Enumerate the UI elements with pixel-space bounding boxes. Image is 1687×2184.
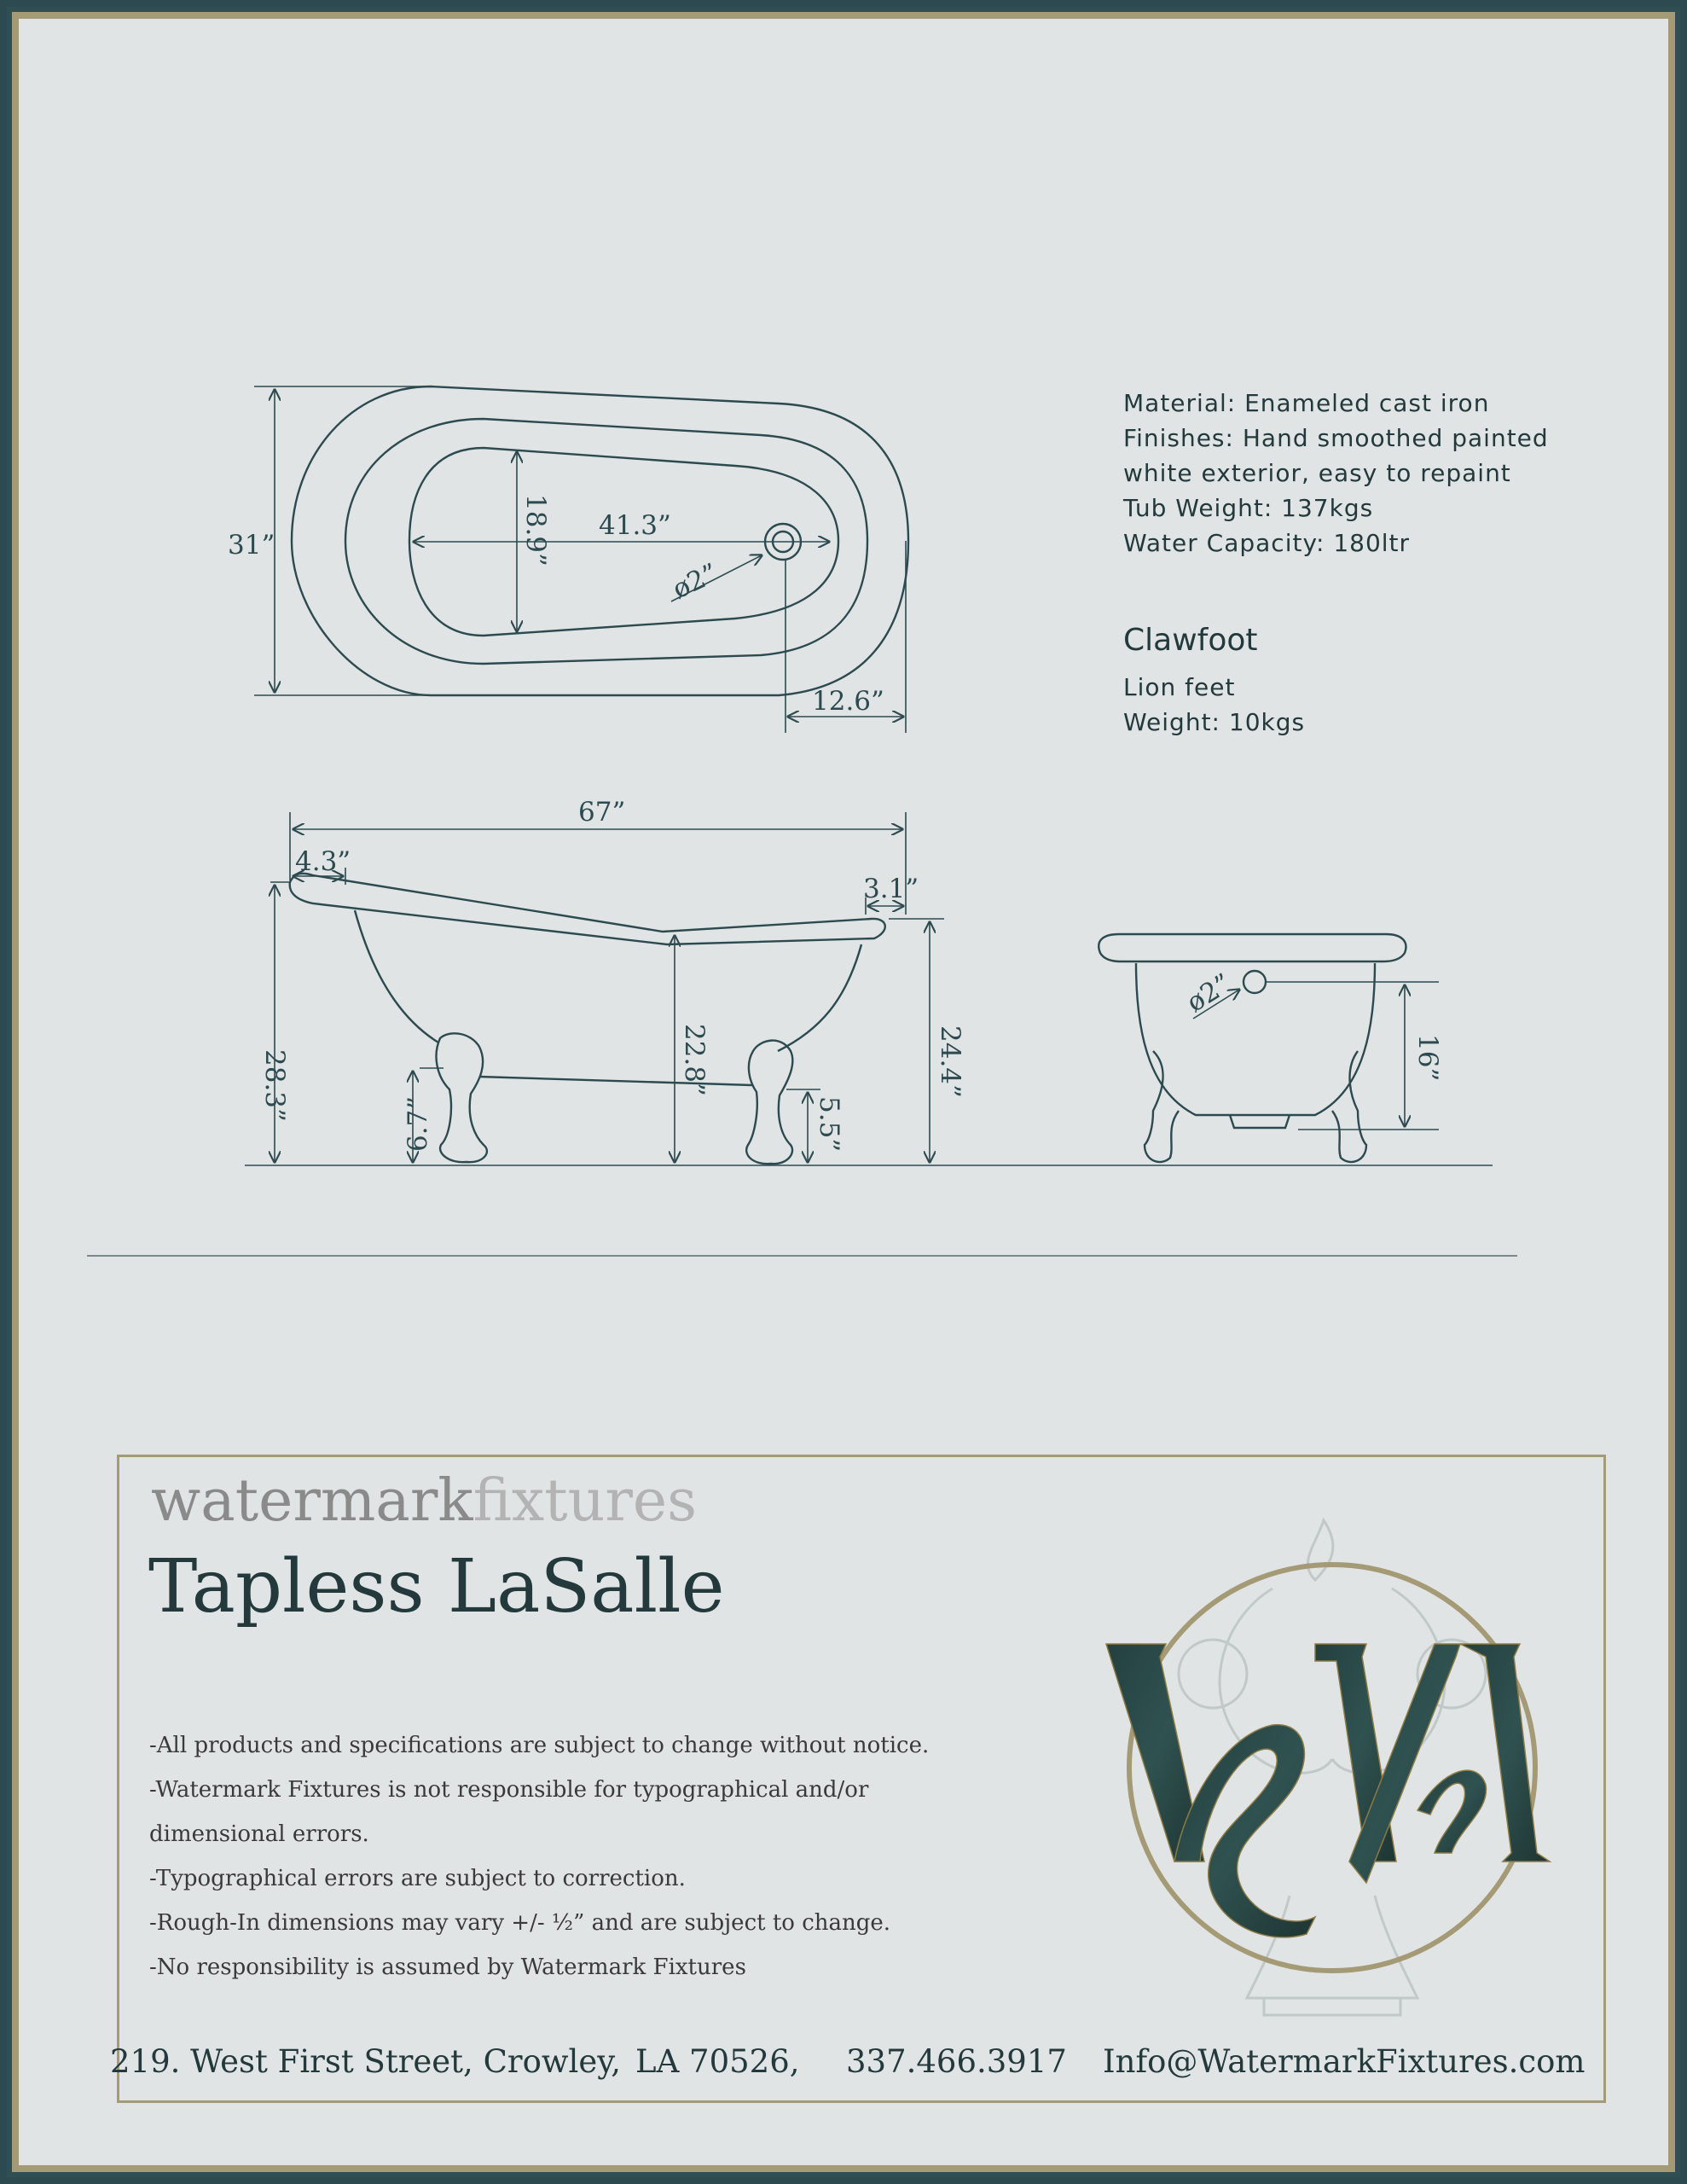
dim-drain-top: ø2” xyxy=(668,557,723,606)
notice-line: -Watermark Fixtures is not responsible for typographical and/or xyxy=(149,1777,869,1803)
dim-drain-offset: 12.6” xyxy=(812,686,884,717)
spec-finishes: Finishes: Hand smoothed painted xyxy=(1123,424,1549,452)
contact-state-zip: LA 70526, xyxy=(635,2043,800,2080)
clawfoot-heading: Clawfoot xyxy=(1123,623,1258,658)
dim-foot-left: 6.7” xyxy=(403,1095,433,1152)
contact-address: 219. West First Street, Crowley, xyxy=(110,2043,621,2080)
dim-height-right: 24.4” xyxy=(935,1025,965,1098)
notice-line: -Rough-In dimensions may vary +/- ½” and are subject to change. xyxy=(149,1910,891,1936)
dim-drain-end: ø2” xyxy=(1181,967,1238,1019)
tub-end-view xyxy=(1099,934,1439,1162)
tub-top-view xyxy=(254,386,908,733)
notice-line: -No responsibility is assumed by Watermark Fixtures xyxy=(149,1955,746,1980)
notice-line: -All products and specifications are subject to change without notice. xyxy=(149,1733,930,1758)
dim-top-width: 31” xyxy=(228,530,275,561)
notice-line: dimensional errors. xyxy=(149,1821,369,1847)
dim-inner-width: 18.9” xyxy=(520,494,551,566)
spec-sheet-page xyxy=(19,19,1668,2165)
dim-drain-height: 16” xyxy=(1412,1034,1443,1082)
clawfoot-type: Lion feet xyxy=(1123,673,1236,701)
dim-foot-right: 5.5” xyxy=(814,1096,844,1153)
brand-part-watermark: watermark xyxy=(151,1467,473,1535)
dim-overall-length: 67” xyxy=(578,797,626,828)
dim-rim-right: 3.1” xyxy=(863,874,919,904)
brand-part-fixtures: fixtures xyxy=(472,1467,698,1535)
tub-drawing xyxy=(19,19,1668,1316)
clawfoot-weight: Weight: 10kgs xyxy=(1123,708,1306,736)
brand-wordmark xyxy=(151,1467,697,1535)
wm-monogram-logo xyxy=(1059,1486,1605,2032)
contact-email[interactable]: Info@WatermarkFixtures.com xyxy=(1103,2043,1586,2080)
spec-tub-weight: Tub Weight: 137kgs xyxy=(1123,494,1374,522)
dim-rim-left: 4.3” xyxy=(295,846,351,877)
spec-material: Material: Enameled cast iron xyxy=(1123,389,1490,417)
dim-height-center: 22.8” xyxy=(679,1024,710,1096)
notice-line: -Typographical errors are subject to correction. xyxy=(149,1866,686,1891)
spec-water-capacity: Water Capacity: 180ltr xyxy=(1123,529,1411,557)
dim-inner-length: 41.3” xyxy=(599,510,671,541)
contact-phone: 337.466.3917 xyxy=(846,2043,1067,2080)
product-title: Tapless LaSalle xyxy=(148,1544,725,1629)
spec-finishes-cont: white exterior, easy to repaint xyxy=(1123,459,1511,487)
dim-height-left: 28.3” xyxy=(259,1049,290,1122)
